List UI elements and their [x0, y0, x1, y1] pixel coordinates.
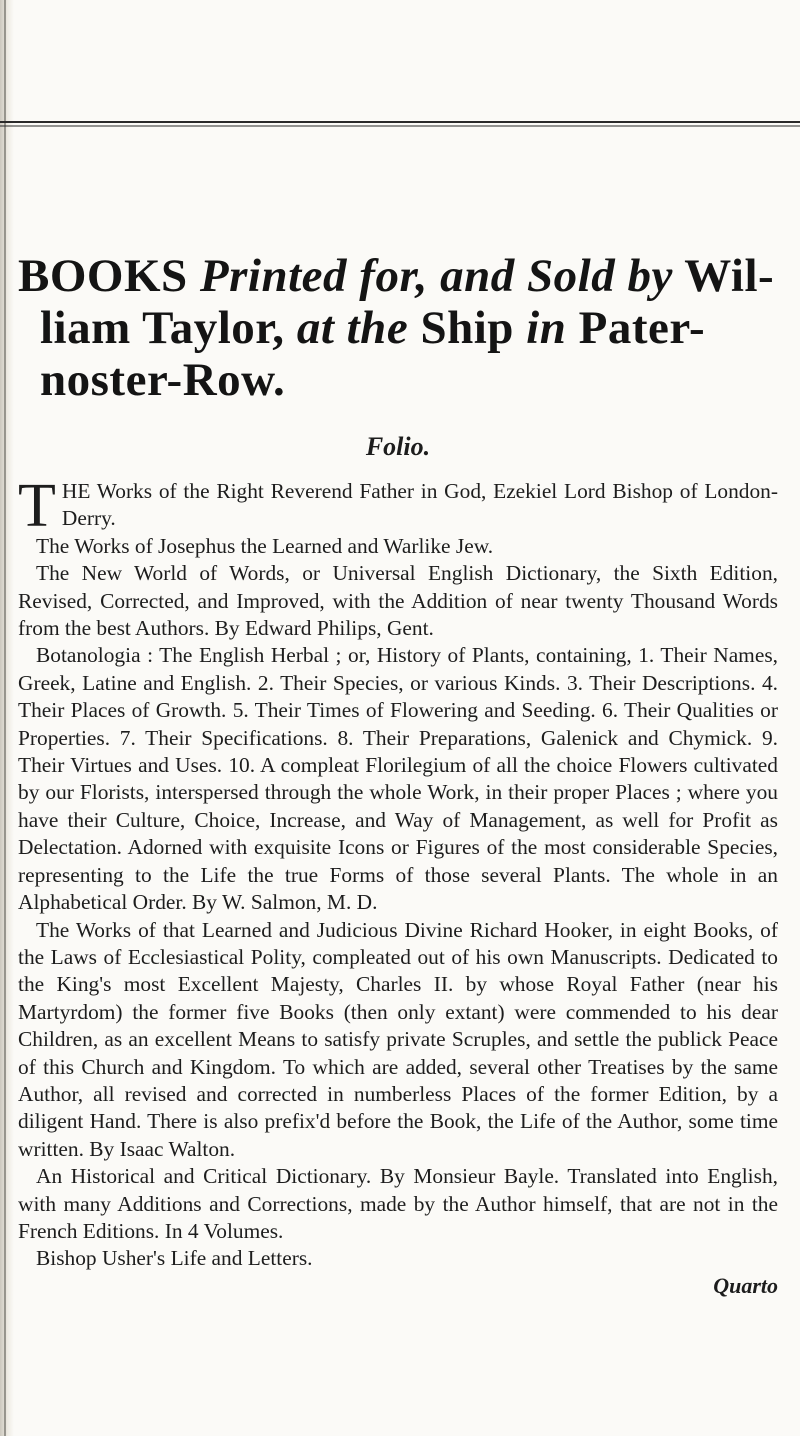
catchword: Quarto [713, 1272, 778, 1298]
ornamental-rule [0, 118, 800, 128]
heading-wil: Wil- [684, 250, 775, 302]
heading-printed-for: Printed for, and Sold by [199, 250, 673, 302]
drop-cap: T [18, 472, 56, 540]
book-entry-text: The Works of Josephus the Learned and Warlike Jew. [36, 533, 494, 558]
book-entry [18, 560, 778, 642]
book-entry [18, 917, 778, 1164]
book-entry-text: Bishop Usher's Life and Letters. [36, 1246, 313, 1271]
book-entry [18, 472, 778, 540]
book-entry-text: Botanologia : The English Herbal ; or, History of Plants, containing, 1. Their Names, Greek, Latine and English. 2. Their Species, or various Kinds. 3. Their Descriptions. 4. Their Places of Growth. 5. Their Times of Flowering and Seeding. 6. Their Qualities or Properties. 7. Their Specifications. 8. Their Preparations, Galenick and Chymick. 9. Their Virtues and Uses. 10. A compleat Florilegium of all the choice Flowers cultivated by our Florists, interspersed through the whole Work, in their proper Places ; where you have their Culture, Choice, Increase, and Way of Management, as well for Profit as Delectation. Adorned with exquisite Icons or Figures of the most considerable Species, representing to the Life the true Forms of those several Plants. The whole in an Alphabetical Order. By W. Salmon, M. D. [18, 643, 778, 915]
page-heading [18, 250, 778, 406]
book-entry-text: HE Works of the Right Reverend Father in God, Ezekiel Lord Bishop of London-Derry. [61, 479, 778, 531]
heading-ship: Ship [420, 302, 514, 354]
book-entry-text: The Works of that Learned and Judicious Divine Richard Hooker, in eight Books, of the Laws of Ecclesiastical Polity, compleated out of his own Manuscripts. Dedicated to the King's most Excellent Majesty, Charles II. by whose Royal Father (near his Martyrdom) the former five Books (then only extant) were commended to his dear Children, as an excellent Means to satisfy private Scruples, and settle the publick Peace of this Church and Kingdom. To which are added, several other Treatises by the same Author, all revised and corrected in numberless Places of the former Edition, by a diligent Hand. There is also prefix'd before the Book, the Life of the Author, some time written. By Isaac Walton. [18, 917, 778, 1161]
heading-liam-taylor: liam Taylor, [40, 302, 285, 354]
heading-books: BOOKS [18, 250, 188, 302]
book-page [18, 250, 778, 1299]
book-entry [18, 642, 778, 916]
heading-at-the: at the [296, 302, 409, 354]
gutter-shadow [4, 0, 6, 1436]
book-entry [18, 1163, 778, 1245]
book-entry [18, 533, 778, 560]
book-entry-text: An Historical and Critical Dictionary. By Monsieur Bayle. Translated into English, with many Additions and Corrections, made by the Author himself, that are not in the French Editions. In 4 Volumes. [18, 1164, 778, 1243]
heading-pater: Pater- [578, 302, 706, 354]
book-entry [18, 1245, 778, 1272]
book-entry-text: The New World of Words, or Universal English Dictionary, the Sixth Edition, Revised, Corrected, and Improved, with the Addition of near twenty Thousand Words from the best Authors. By Edward Philips, Gent. [18, 561, 778, 641]
heading-in: in [526, 302, 567, 354]
page-edge [0, 0, 14, 1436]
heading-noster-row: noster-Row. [40, 354, 286, 406]
book-list [18, 472, 778, 1273]
section-label-folio: Folio. [365, 432, 431, 461]
